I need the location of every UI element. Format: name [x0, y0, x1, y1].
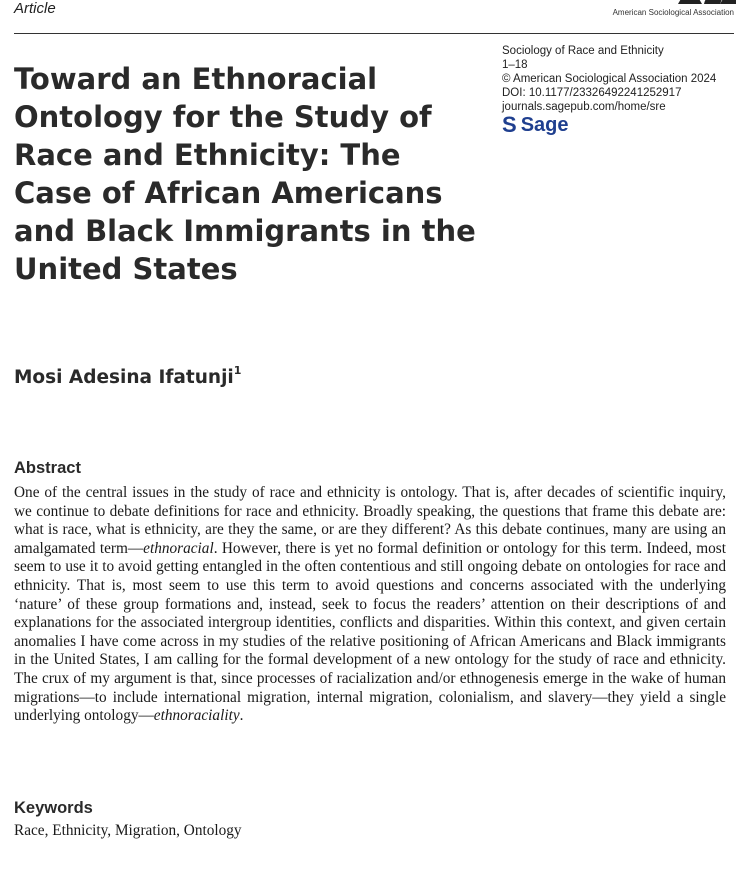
header-rule — [14, 33, 734, 34]
publisher-logo-text: American Sociological Association — [612, 8, 734, 17]
article-type-label: Article — [14, 0, 56, 17]
journal-url[interactable]: journals.sagepub.com/home/sre — [502, 101, 666, 113]
journal-meta — [502, 44, 742, 135]
abstract-text — [14, 484, 726, 726]
asa-logo-icon — [616, 0, 736, 4]
abstract-term-1: ethnoracial — [143, 539, 214, 557]
sage-s-icon: S — [502, 112, 517, 137]
keywords-list: Race, Ethnicity, Migration, Ontology — [14, 822, 242, 839]
page-range: 1–18 — [502, 59, 528, 71]
publisher-logo — [596, 0, 736, 22]
abstract-part-2: . However, there is yet no formal definition or ontology for this term. Indeed, most seem to use it to avoid getting entangled in the often contentious and still ongoing debate on ontologies for race and ethnicity. That is, most seem to use this term to avoid questions and concerns associated with the underlying ‘nature’ of these group formations and, instead, seek to focus the readers’ attention on their descriptions of and explanations for the associated intergroup identities, conflicts and disparities. Within this context, and given certain anomalies I have come across in my studies of the relative positioning of African Americans and Black immigrants in the United States, I am calling for the formal development of a new ontology for the study of race and ethnicity. The crux of my argument is that, since processes of racialization and/or ethnogenesis emerge in the wake of human migrations—to include international migration, internal migration, colonialism, and slavery—they yield a single underlying ontology— — [14, 539, 726, 725]
copyright: © American Sociological Association 2024 — [502, 73, 717, 85]
abstract-part-1: One of the central issues in the study of race and ethnicity is ontology. That is, after decades of scientific inquiry, we continue to debate definitions for race and ethnicity. Broadly speaking, the questions that frame this debate are: what is race, what is ethnicity, are they the same, or are they different? As this debate continues, many are using an amalgamated term— — [14, 484, 726, 557]
sage-logo — [502, 112, 742, 137]
abstract-term-2: ethnoraciality — [153, 707, 240, 725]
author-name — [14, 366, 241, 388]
abstract-heading: Abstract — [14, 459, 81, 477]
author-name-text: Mosi Adesina Ifatunji — [14, 367, 234, 389]
doi: DOI: 10.1177/23326492241252917 — [502, 87, 682, 99]
sage-wordmark: Sage — [520, 114, 569, 136]
article-title: Toward an Ethnoracial Ontology for the Study of Race and Ethnicity: The Case of African Americans and Black Immigrants in the United States — [14, 62, 476, 286]
journal-name: Sociology of Race and Ethnicity — [502, 45, 664, 57]
affiliation-mark: 1 — [233, 364, 242, 377]
abstract-part-3: . — [239, 707, 244, 725]
keywords-heading: Keywords — [14, 799, 93, 817]
